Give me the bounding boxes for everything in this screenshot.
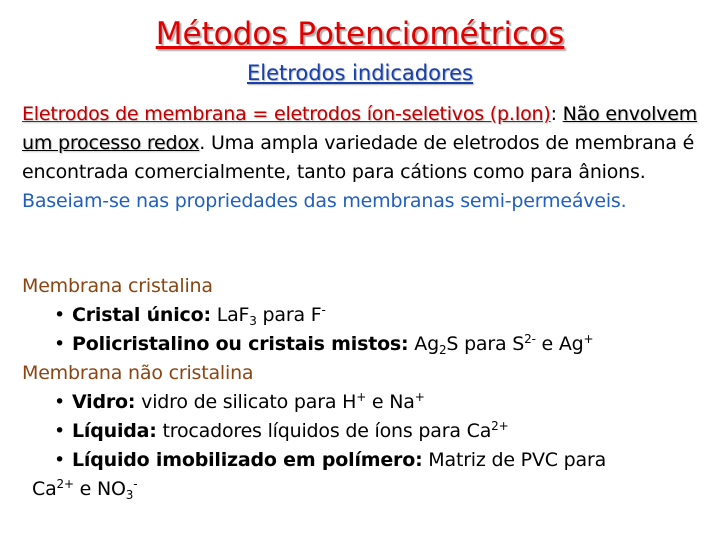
bullet: • bbox=[54, 304, 66, 326]
list-item-polymer-continuation bbox=[22, 475, 712, 504]
superscript: 2+ bbox=[491, 419, 509, 433]
item-label: Líquido imobilizado em polímero: bbox=[72, 449, 423, 471]
list-item-polycrystalline bbox=[22, 330, 712, 359]
intro-claim: Não envolvem um processo redox bbox=[22, 103, 698, 154]
intro-text: . Uma ampla variedade de eletrodos de membrana é encontrada comercialmente, tanto para cátions como para ânions. bbox=[22, 132, 695, 183]
superscript: 2- bbox=[524, 332, 536, 346]
slide-title: Métodos Potenciométricos bbox=[155, 16, 565, 52]
intro-colon: : bbox=[550, 103, 557, 125]
subscript: 3 bbox=[249, 314, 257, 328]
list-item-liquid bbox=[22, 417, 712, 446]
list-item-glass bbox=[22, 388, 712, 417]
item-label: Vidro: bbox=[72, 391, 136, 413]
superscript: + bbox=[356, 390, 367, 404]
item-text: Ag bbox=[408, 333, 439, 355]
item-text: Ca bbox=[32, 478, 57, 500]
list-item-single-crystal bbox=[22, 301, 712, 330]
item-text: Matriz de PVC para bbox=[422, 449, 607, 471]
item-text: vidro de silicato para H bbox=[135, 391, 357, 413]
item-text: LaF bbox=[210, 304, 250, 326]
superscript: - bbox=[133, 477, 138, 491]
item-text: e Ag bbox=[535, 333, 584, 355]
superscript: + bbox=[583, 332, 594, 346]
bullet: • bbox=[54, 333, 66, 355]
item-label: Policristalino ou cristais mistos: bbox=[72, 333, 409, 355]
slide-subtitle: Eletrodos indicadores bbox=[246, 61, 473, 85]
heading-crystalline: Membrana cristalina bbox=[22, 275, 213, 297]
list-item-polymer bbox=[22, 446, 712, 475]
item-text: e NO bbox=[73, 478, 126, 500]
item-label: Líquida: bbox=[72, 420, 157, 442]
intro-term: Eletrodos de membrana = eletrodos íon-seletivos (p.Ion) bbox=[22, 103, 551, 125]
superscript: 2+ bbox=[56, 477, 74, 491]
superscript: + bbox=[414, 390, 425, 404]
intro-blue-text: Baseiam-se nas propriedades das membranas semi-permeáveis. bbox=[22, 190, 627, 212]
bullet: • bbox=[54, 420, 66, 442]
item-text: trocadores líquidos de íons para Ca bbox=[156, 420, 492, 442]
membrane-list bbox=[22, 272, 712, 504]
subscript: 3 bbox=[125, 488, 134, 502]
superscript: - bbox=[321, 303, 326, 317]
item-label: Cristal único: bbox=[72, 304, 211, 326]
subscript: 2 bbox=[438, 343, 447, 357]
item-text: e Na bbox=[366, 391, 415, 413]
intro-paragraph bbox=[22, 100, 712, 216]
bullet: • bbox=[54, 449, 66, 471]
heading-noncrystalline: Membrana não cristalina bbox=[22, 362, 254, 384]
item-text: para F bbox=[256, 304, 322, 326]
bullet: • bbox=[54, 391, 66, 413]
item-text: S para S bbox=[446, 333, 525, 355]
